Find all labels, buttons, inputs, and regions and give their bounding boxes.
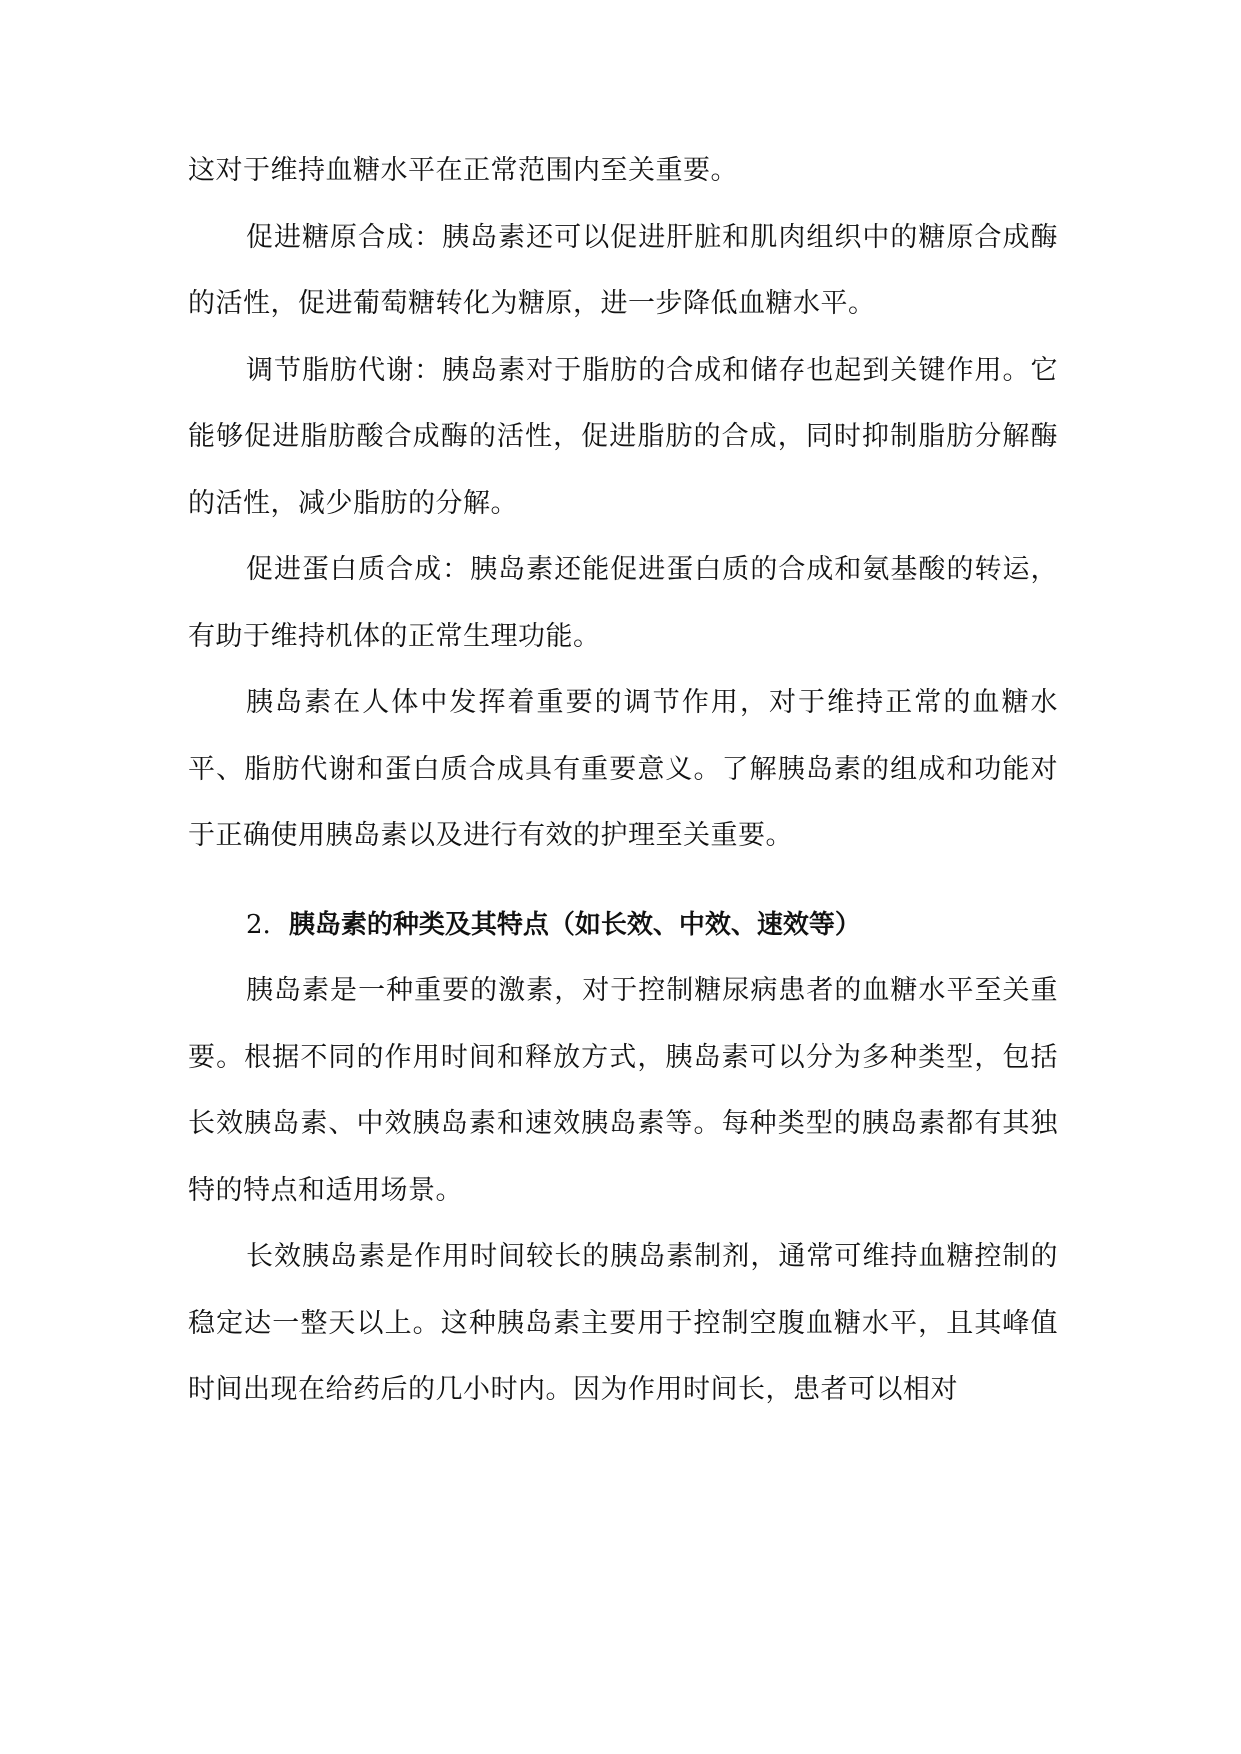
- paragraph-long-acting-insulin: 长效胰岛素是作用时间较长的胰岛素制剂，通常可维持血糖控制的稳定达一整天以上。这种胰岛素主要用于控制空腹血糖水平，且其峰值时间出现在给药后的几小时内。因为作用时间长，患者可以相对: [188, 1241, 1058, 1405]
- paragraph-continuation: 这对于维持血糖水平在正常范围内至关重要。: [188, 155, 738, 186]
- paragraph-insulin-types-intro: 胰岛素是一种重要的激素，对于控制糖尿病患者的血糖水平至关重要。根据不同的作用时间和释放方式，胰岛素可以分为多种类型，包括长效胰岛素、中效胰岛素和速效胰岛素等。每种类型的胰岛素都有其独特的特点和适用场景。: [188, 975, 1058, 1206]
- document-body: [188, 138, 1058, 1424]
- paragraph-glycogen-synthesis: 促进糖原合成：胰岛素还可以促进肝脏和肌肉组织中的糖原合成酶的活性，促进葡萄糖转化为糖原，进一步降低血糖水平。: [188, 221, 1058, 319]
- paragraph-fat-metabolism: 调节脂肪代谢：胰岛素对于脂肪的合成和储存也起到关键作用。它能够促进脂肪酸合成酶的活性，促进脂肪的合成，同时抑制脂肪分解酶的活性，减少脂肪的分解。: [188, 354, 1058, 519]
- section-number: 2.: [246, 909, 271, 940]
- paragraph-protein-synthesis: 促进蛋白质合成：胰岛素还能促进蛋白质的合成和氨基酸的转运，有助于维持机体的正常生理功能。: [188, 554, 1058, 652]
- section-title: 胰岛素的种类及其特点（如长效、中效、速效等）: [288, 909, 861, 940]
- paragraph-insulin-summary: 胰岛素在人体中发挥着重要的调节作用，对于维持正常的血糖水平、脂肪代谢和蛋白质合成具有重要意义。了解胰岛素的组成和功能对于正确使用胰岛素以及进行有效的护理至关重要。: [188, 687, 1058, 851]
- section-heading: [188, 892, 1058, 959]
